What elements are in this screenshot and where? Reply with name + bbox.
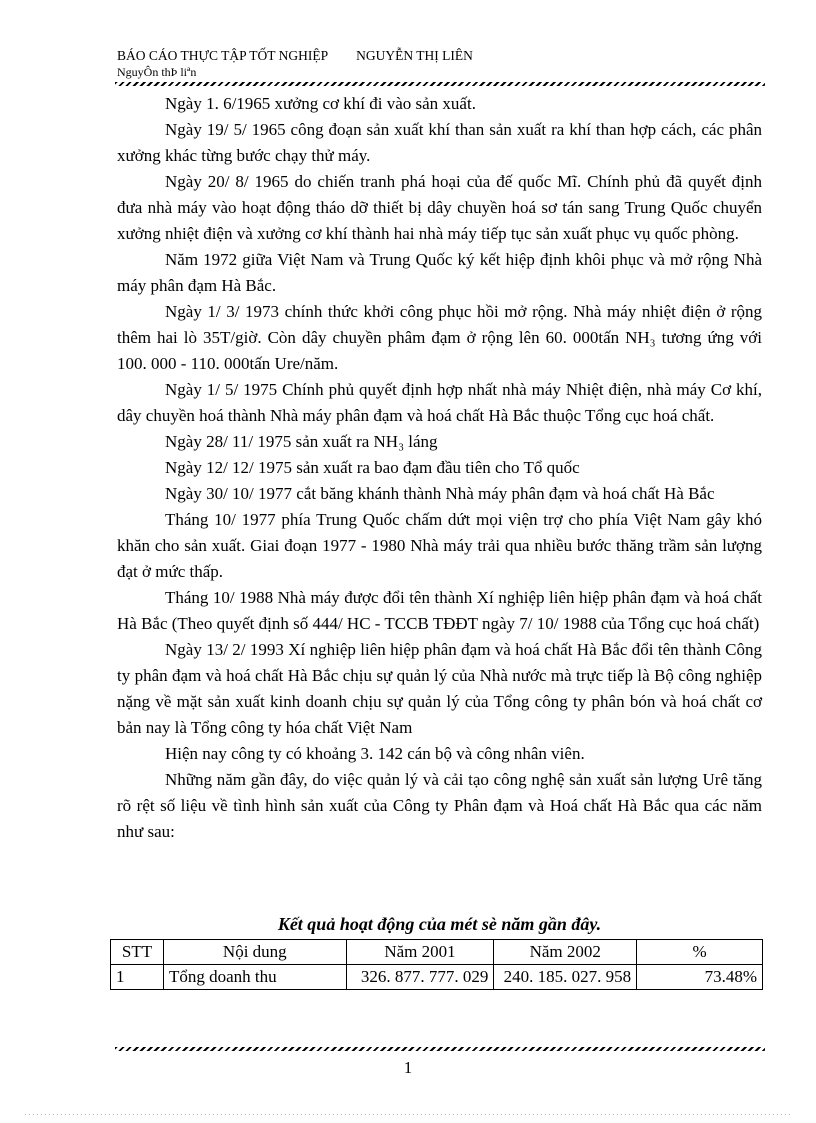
page-number: 1: [403, 1058, 413, 1077]
page-header: [117, 48, 767, 80]
paragraph: Năm 1972 giữa Việt Nam và Trung Quốc ký kết hiệp định khôi phục và mở rộng Nhà máy phân đạm Hà Bắc.: [117, 250, 762, 295]
page-boundary: [25, 1114, 791, 1115]
column-header: Năm 2002: [494, 940, 637, 965]
table-row: [111, 965, 763, 990]
paragraph: Ngày 19/ 5/ 1965 công đoạn sản xuất khí than sản xuất ra khí than hợp cách, các phân xưởng khác từng bước chạy thử máy.: [117, 120, 762, 165]
author-name-garbled: NguyÔn thÞ liªn: [117, 65, 197, 79]
table-cell: Tổng doanh thu: [163, 965, 346, 990]
header-divider: [115, 82, 765, 86]
paragraph: Tháng 10/ 1977 phía Trung Quốc chấm dứt mọi viện trợ cho phía Việt Nam gây khó khăn cho sản xuất. Giai đoạn 1977 - 1980 Nhà máy trải qua nhiều bước thăng trầm sản lượng đạt ở mức thấp.: [117, 510, 762, 581]
paragraph: Ngày 12/ 12/ 1975 sản xuất ra bao đạm đầu tiên cho Tổ quốc: [165, 458, 580, 477]
paragraph: Ngày 1/ 3/ 1973 chính thức khởi công phục hồi mở rộng. Nhà máy nhiệt điện ở rộng thêm hai lò 35T/giờ. Còn dây chuyền phâm đạm ở rộng lên 60. 000tấn NH₃ tương ứng với 100. 000 - 110. 000tấn Ure/năm.: [117, 302, 762, 373]
paragraph: Ngày 13/ 2/ 1993 Xí nghiệp liên hiệp phân đạm và hoá chất Hà Bắc đổi tên thành Công ty phân đạm và hoá chất Hà Bắc chịu sự quản lý của Nhà nước mà trực tiếp là Bộ công nghiệp nặng về mặt sản xuất kinh doanh chịu sự quản lý của Tổng công ty phân bón và hoá chất cơ bản nay là Tổng công ty hóa chất Việt Nam: [117, 640, 762, 737]
document-body: [117, 91, 762, 845]
results-table: [110, 939, 763, 990]
table-cell: 1: [111, 965, 164, 990]
column-header: STT: [111, 940, 164, 965]
column-header: Nội dung: [163, 940, 346, 965]
paragraph: Ngày 1/ 5/ 1975 Chính phủ quyết định hợp nhất nhà máy Nhiệt điện, nhà máy Cơ khí, dây chuyền hoá thành Nhà máy phân đạm và hoá chất Hà Bắc thuộc Tổng cục hoá chất.: [117, 380, 762, 425]
paragraph: Ngày 20/ 8/ 1965 do chiến tranh phá hoại của đế quốc Mĩ. Chính phủ đã quyết định đưa nhà máy vào hoạt động tháo dỡ thiết bị dây chuyền hoá sơ tán sang Trung Quốc chuyển xưởng nhiệt điện và xưởng cơ khí thành hai nhà máy tiếp tục sản xuất phục vụ quốc phòng.: [117, 172, 762, 243]
paragraph: Ngày 30/ 10/ 1977 cắt băng khánh thành Nhà máy phân đạm và hoá chất Hà Bắc: [165, 484, 715, 503]
column-header: Năm 2001: [346, 940, 494, 965]
paragraph: Ngày 1. 6/1965 xưởng cơ khí đi vào sản xuất.: [165, 94, 476, 113]
report-title: BÁO CÁO THỰC TẬP TỐT NGHIỆP: [117, 48, 329, 63]
column-header: %: [637, 940, 763, 965]
table-cell: 73.48%: [637, 965, 763, 990]
paragraph: Ngày 28/ 11/ 1975 sản xuất ra NH₃ láng: [165, 432, 438, 451]
table-title: Kết quả hoạt động của mét sè năm gần đây.: [277, 914, 602, 934]
footer-divider: [115, 1047, 765, 1051]
table-header-row: [111, 940, 763, 965]
table-cell: 326. 877. 777. 029: [346, 965, 494, 990]
author-name: NGUYỄN THỊ LIÊN: [356, 48, 473, 63]
paragraph: Hiện nay công ty có khoảng 3. 142 cán bộ và công nhân viên.: [165, 744, 585, 763]
paragraph: Tháng 10/ 1988 Nhà máy được đổi tên thành Xí nghiệp liên hiệp phân đạm và hoá chất Hà Bắc (Theo quyết định số 444/ HC - TCCB TĐĐT ngày 7/ 10/ 1988 của Tổng cục hoá chất): [117, 588, 762, 633]
paragraph: Những năm gần đây, do việc quản lý và cải tạo công nghệ sản xuất sản lượng Urê tăng rõ rệt số liệu về tình hình sản xuất của Công ty Phân đạm và Hoá chất Hà Bắc qua các năm như sau:: [117, 770, 762, 841]
table-cell: 240. 185. 027. 958: [494, 965, 637, 990]
